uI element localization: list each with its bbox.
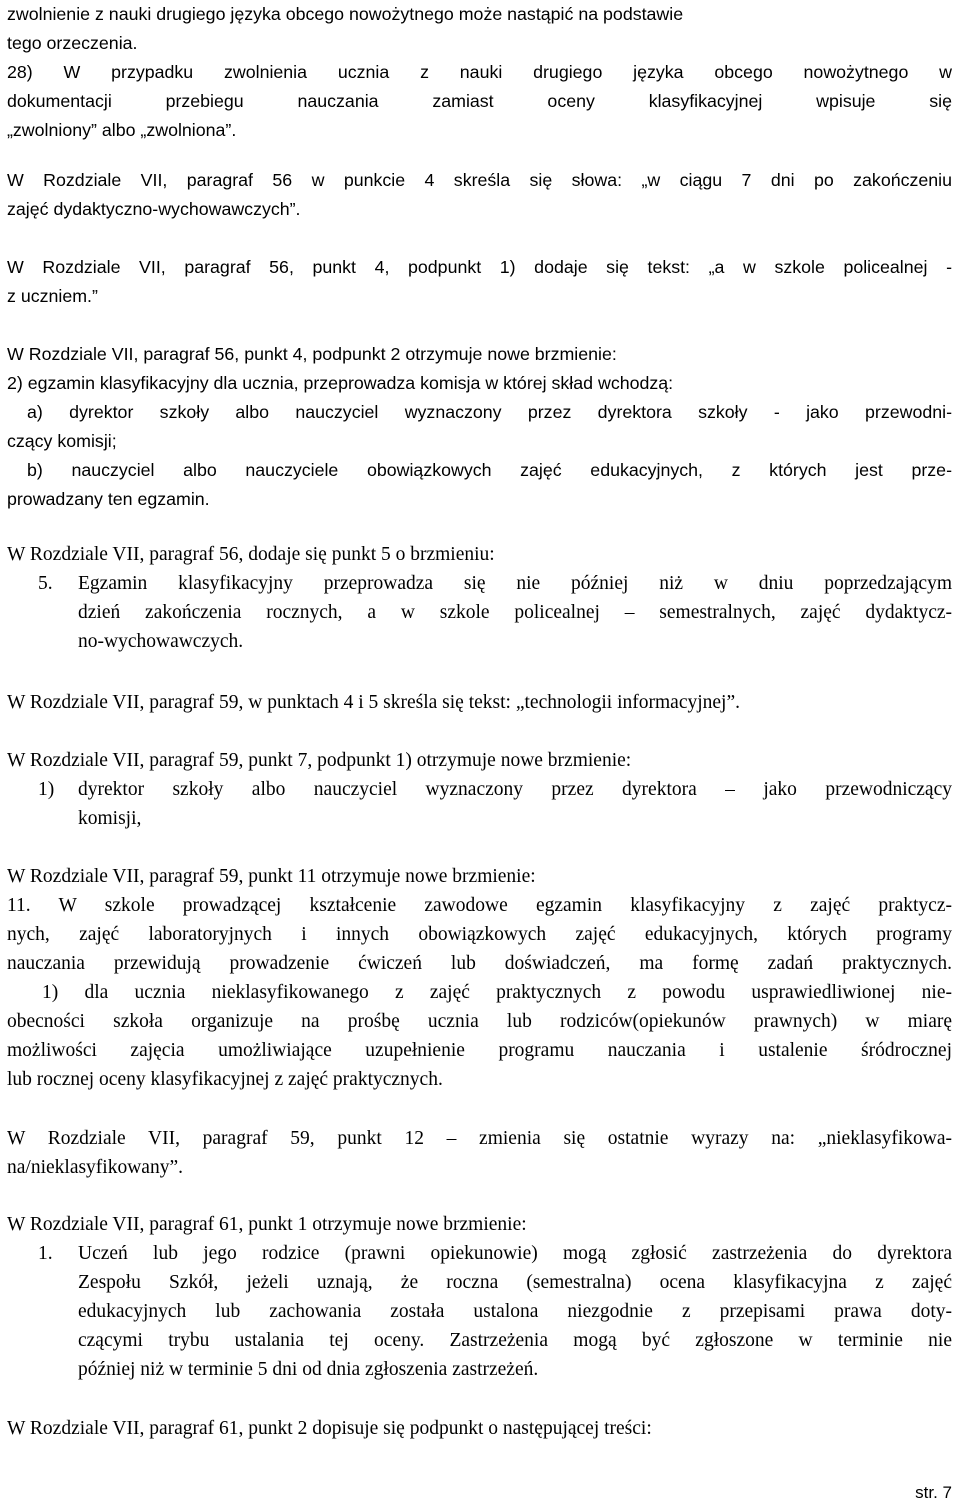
paragraph-point-28 — [7, 58, 952, 145]
text-line: na/nieklasyfikowany”. — [7, 1157, 183, 1178]
text-line: z uczniem.” — [7, 286, 98, 306]
text-line: W Rozdziale VII, paragraf 56 w punkcie 4 skreśla się słowa: „w ciągu 7 dni po zakończeniu — [7, 170, 952, 190]
text-line: nauczania przewidują prowadzenie ćwiczeń lub doświadczeń, ma formę zadań praktycznych. — [7, 953, 952, 974]
item-number: 1) — [38, 779, 55, 800]
text-line: W Rozdziale VII, paragraf 59, punkt 11 otrzymuje nowe brzmienie: — [7, 866, 536, 887]
paragraph-amendment-59-7-1 — [7, 746, 952, 833]
text-line: 1) dla ucznia nieklasyfikowanego z zajęć praktycznych z powodu usprawiedliwionej nie- — [42, 982, 952, 1003]
text-line: komisji, — [78, 808, 142, 829]
text-line: dyrektor szkoły albo nauczyciel wyznaczony przez dyrektora – jako przewodniczący — [78, 779, 952, 800]
text-line: W Rozdziale VII, paragraf 56, dodaje się punkt 5 o brzmieniu: — [7, 544, 495, 565]
text-line: Egzamin klasyfikacyjny przeprowadza się nie później niż w dniu poprzedzającym — [78, 573, 952, 594]
text-line: 28) W przypadku zwolnienia ucznia z nauki drugiego języka obcego nowożytnego w — [7, 62, 952, 82]
text-line: czący komisji; — [7, 431, 117, 451]
text-line: dzień zakończenia rocznych, a w szkole policealnej – semestralnych, zajęć dydaktycz- — [78, 602, 952, 623]
item-number: 1. — [38, 1243, 53, 1264]
text-line: W Rozdziale VII, paragraf 59, w punktach 4 i 5 skreśla się tekst: „technologii informacyjnej”. — [7, 692, 741, 713]
numbered-item-5 — [7, 569, 952, 656]
paragraph-amendment-59-11 — [7, 862, 952, 978]
list-item-a — [7, 398, 952, 456]
text-line: W Rozdziale VII, paragraf 61, punkt 1 otrzymuje nowe brzmienie: — [7, 1214, 527, 1235]
text-line: 2) egzamin klasyfikacyjny dla ucznia, przeprowadza komisja w której skład wchodzą: — [7, 373, 674, 393]
text-line: W Rozdziale VII, paragraf 56, punkt 4, podpunkt 2 otrzymuje nowe brzmienie: — [7, 344, 617, 364]
paragraph-exemption-continuation — [7, 0, 952, 58]
text-line: zwolnienie z nauki drugiego języka obcego nowożytnego może nastąpić na podstawie — [7, 4, 684, 24]
text-line: W Rozdziale VII, paragraf 61, punkt 2 dopisuje się podpunkt o następującej treści: — [7, 1418, 652, 1439]
text-line: zajęć dydaktyczno-wychowawczych”. — [7, 199, 301, 219]
text-line: później niż w terminie 5 dni od dnia zgłoszenia zastrzeżeń. — [78, 1359, 539, 1380]
text-line: b) nauczyciel albo nauczyciele obowiązkowych zajęć edukacyjnych, z których jest prze- — [27, 460, 952, 480]
text-line: prowadzany ten egzamin. — [7, 489, 210, 509]
text-line: edukacyjnych lub zachowania została ustalona niezgodnie z przepisami prawa doty- — [78, 1301, 952, 1322]
text-line: dokumentacji przebiegu nauczania zamiast oceny klasyfikacyjnej wpisuje się — [7, 91, 952, 111]
page-number: str. 7 — [915, 1483, 952, 1502]
text-line: Zespołu Szkół, jeżeli uznają, że roczna (semestralna) ocena klasyfikacyjna z zajęć — [78, 1272, 952, 1293]
paragraph-amendment-61-2 — [7, 1414, 952, 1443]
paragraph-amendment-59-12 — [7, 1124, 952, 1182]
text-line: 11. W szkole prowadzącej kształcenie zawodowe egzamin klasyfikacyjny z zajęć praktycz- — [7, 895, 952, 916]
text-line: Uczeń lub jego rodzice (prawni opiekunowie) mogą zgłosić zastrzeżenia do dyrektora — [78, 1243, 952, 1264]
paragraph-amendment-56-4-1 — [7, 253, 952, 311]
paragraph-amendment-56-4-2 — [7, 340, 952, 514]
text-line: lub rocznej oceny klasyfikacyjnej z zajęć praktycznych. — [7, 1069, 443, 1090]
text-line: W Rozdziale VII, paragraf 59, punkt 12 – zmienia się ostatnie wyrazy na: „nieklasyfikowa- — [7, 1128, 952, 1149]
paragraph-amendment-56-5 — [7, 540, 952, 656]
list-item-b — [7, 456, 952, 514]
text-line: W Rozdziale VII, paragraf 59, punkt 7, podpunkt 1) otrzymuje nowe brzmienie: — [7, 750, 632, 771]
paragraph-amendment-59-4-5 — [7, 688, 952, 717]
numbered-item-1 — [7, 775, 952, 833]
text-line: a) dyrektor szkoły albo nauczyciel wyznaczony przez dyrektora szkoły - jako przewodni- — [27, 402, 952, 422]
text-line: czącymi trybu ustalania tej oceny. Zastrzeżenia mogą być zgłoszone w terminie nie — [78, 1330, 952, 1351]
item-number: 5. — [38, 573, 53, 594]
numbered-item-1 — [7, 1239, 952, 1384]
paragraph-amendment-56-4 — [7, 166, 952, 224]
text-line: „zwolniony” albo „zwolniona”. — [7, 120, 237, 140]
paragraph-amendment-61-1 — [7, 1210, 952, 1384]
text-line: W Rozdziale VII, paragraf 56, punkt 4, podpunkt 1) dodaje się tekst: „a w szkole policealnej - — [7, 257, 952, 277]
text-line: tego orzeczenia. — [7, 33, 138, 53]
text-line: możliwości zajęcia umożliwiające uzupełnienie programu nauczania i ustalenie śródrocznej — [7, 1040, 952, 1061]
paragraph-subpoint-1 — [7, 978, 952, 1094]
text-line: nych, zajęć laboratoryjnych i innych obowiązkowych zajęć edukacyjnych, których programy — [7, 924, 952, 945]
text-line: no-wychowawczych. — [78, 631, 244, 652]
text-line: obecności szkoła organizuje na prośbę ucznia lub rodziców(opiekunów prawnych) w miarę — [7, 1011, 952, 1032]
